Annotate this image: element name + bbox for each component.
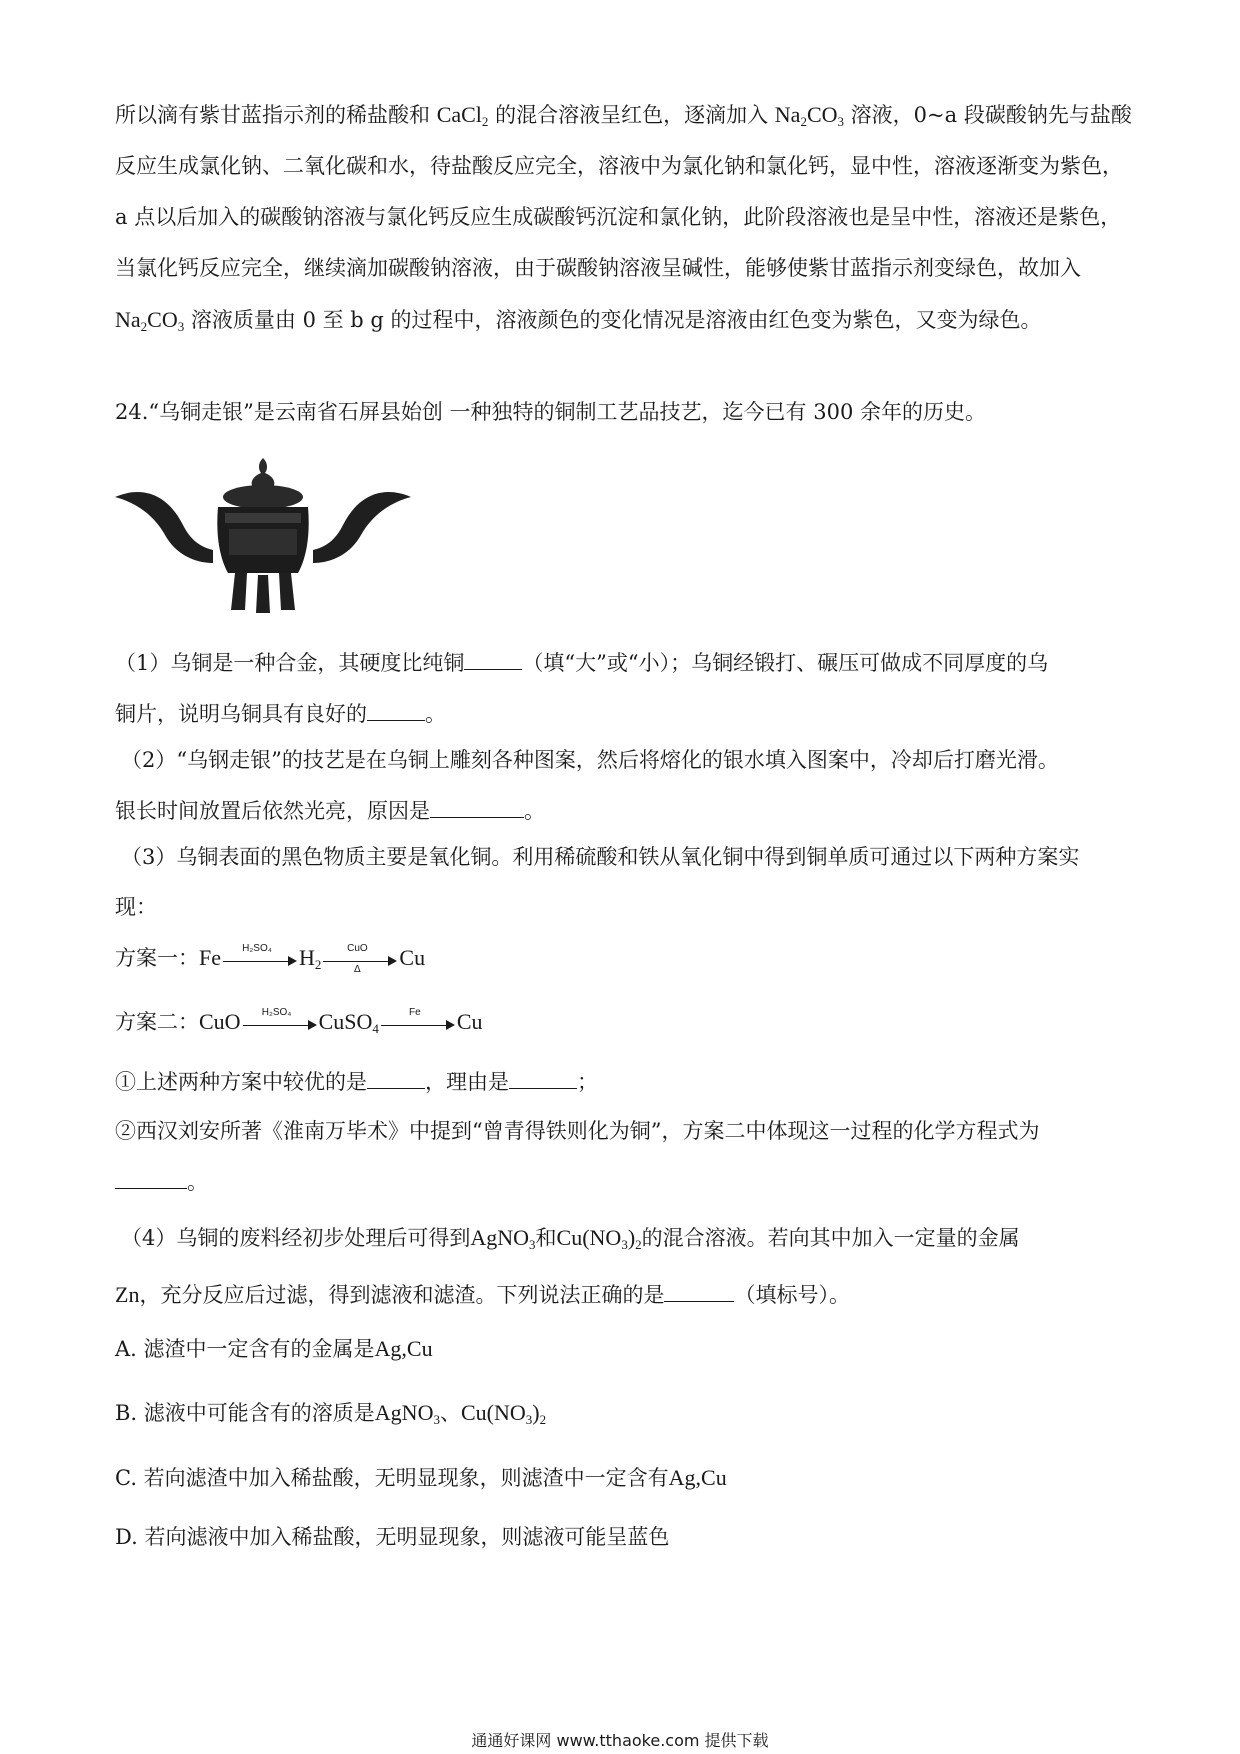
subscript: 2 bbox=[140, 319, 148, 334]
plan-one bbox=[115, 942, 426, 975]
q2-line1: （2）“乌钢走银”的技艺是在乌铜上雕刻各种图案，然后将熔化的银水填入图案中，冷却后打磨光滑。 bbox=[121, 748, 1059, 772]
text-run: （1）乌铜是一种合金，其硬度比纯铜 bbox=[115, 651, 465, 675]
q3-sub2-line1: ②西汉刘安所著《淮南万毕术》中提到“曾青得铁则化为铜”，方案二中体现这一过程的化学方程式为 bbox=[115, 1119, 1040, 1143]
arrow-condition: CuO bbox=[347, 942, 368, 954]
reaction-arrow bbox=[381, 1006, 455, 1035]
subscript: 2 bbox=[539, 1412, 547, 1427]
formula-text: Cu(NO bbox=[460, 1400, 526, 1425]
q3-line2: 现： bbox=[115, 895, 157, 919]
option-c[interactable] bbox=[115, 1462, 727, 1492]
formula-cu: Cu bbox=[399, 945, 426, 970]
text-run: ①上述两种方案中较优的是 bbox=[115, 1070, 367, 1094]
q2-line2 bbox=[115, 795, 545, 825]
formula-agno3 bbox=[375, 1400, 440, 1425]
arrow-condition: H₂SO₄ bbox=[242, 942, 272, 954]
subscript: 3 bbox=[177, 319, 185, 334]
intro-paragraph bbox=[115, 89, 1135, 346]
formula-text: ) bbox=[532, 1400, 540, 1425]
formula-fe: Fe bbox=[199, 945, 221, 970]
formula-text: H bbox=[299, 945, 315, 970]
text-run: 。 bbox=[187, 1170, 208, 1194]
text-run: 和 bbox=[535, 1226, 557, 1250]
subscript: 2 bbox=[635, 1237, 642, 1252]
text-run: （4）乌铜的废料经初步处理后可得到 bbox=[121, 1226, 471, 1250]
formula-text: Cu(NO bbox=[556, 1225, 622, 1250]
formula-text: AgNO bbox=[374, 1400, 434, 1425]
formula-na2co3 bbox=[775, 102, 844, 127]
formula-ag-cu: Ag,Cu bbox=[668, 1465, 727, 1490]
text-run: 。 bbox=[425, 702, 446, 726]
formula-text: CO bbox=[147, 307, 178, 332]
option-b[interactable] bbox=[115, 1397, 546, 1427]
formula-text: CuSO bbox=[318, 1009, 373, 1034]
plan-two bbox=[115, 1006, 483, 1036]
subscript: 2 bbox=[800, 114, 807, 129]
subscript: 3 bbox=[837, 114, 844, 129]
formula-cacl2 bbox=[437, 102, 489, 127]
formula-text: Na bbox=[115, 307, 141, 332]
text-run: 铜片，说明乌铜具有良好的 bbox=[115, 702, 367, 726]
subscript: 2 bbox=[481, 114, 489, 129]
answer-blank[interactable] bbox=[430, 799, 524, 818]
option-a[interactable] bbox=[115, 1333, 433, 1363]
q3-sub2-line2 bbox=[115, 1166, 208, 1196]
answer-blank[interactable] bbox=[509, 1070, 577, 1089]
text-run: 银长时间放置后依然光亮，原因是 bbox=[115, 799, 430, 823]
option-d[interactable]: D. 若向滤液中加入稀盐酸，无明显现象，则滤液可能呈蓝色 bbox=[115, 1525, 670, 1549]
answer-blank[interactable] bbox=[664, 1283, 734, 1302]
text-run: 溶液，0~a 段碳酸钠先与盐酸反应生成氯化钠、二氧化碳和水，待盐酸反应完全，溶液中为氯化钠和氯化钙，显中性，溶液逐渐变为紫色，a 点以后加入的碳酸钠溶液与氯化钙反应生成碳酸钙沉淀和氯化钠，此阶段溶液也是呈中性，溶液还是紫色，当氯化钙反应完全，继续滴加碳酸钠溶液，由于碳酸钠溶液呈碱性，能够使紫甘蓝指示剂变绿色，故加入 bbox=[115, 103, 1132, 280]
q3-line1: （3）乌铜表面的黑色物质主要是氧化铜。利用稀硫酸和铁从氧化铜中得到铜单质可通过以下两种方案实 bbox=[121, 845, 1080, 869]
subscript: 2 bbox=[314, 957, 322, 972]
text-run: C. 若向滤渣中加入稀盐酸，无明显现象，则滤渣中一定含有 bbox=[115, 1466, 669, 1490]
arrow-condition: Δ bbox=[354, 963, 361, 975]
text-run: ，充分反应后过滤，得到滤液和滤渣。下列说法正确的是 bbox=[139, 1283, 665, 1307]
copper-vessel-image bbox=[113, 455, 413, 620]
answer-blank[interactable] bbox=[115, 1170, 187, 1189]
arrow-condition: Fe bbox=[409, 1006, 421, 1018]
text-run: 、 bbox=[439, 1401, 461, 1425]
page-footer: 通通好课网 www.tthaoke.com 提供下载 bbox=[471, 1731, 769, 1750]
formula-cu: Cu bbox=[456, 1009, 483, 1034]
formula-agno3 bbox=[470, 1225, 535, 1250]
arrow-condition: H₂SO₄ bbox=[261, 1006, 292, 1018]
text-run: 溶液质量由 0 至 b g 的过程中，溶液颜色的变化情况是溶液由红色变为紫色，又变为绿色。 bbox=[184, 308, 1042, 332]
text-run: ，理由是 bbox=[425, 1070, 509, 1094]
formula-text: Na bbox=[774, 102, 801, 127]
q1-line2 bbox=[115, 698, 446, 728]
text-run: 的混合溶液呈红色，逐滴加入 bbox=[488, 103, 775, 127]
text-run: A. 滤渣中一定含有的金属是 bbox=[115, 1337, 375, 1361]
formula-cuno32 bbox=[461, 1400, 546, 1425]
text-run: （填“大”或“小）；乌铜经锻打、碾压可做成不同厚度的乌 bbox=[522, 651, 1049, 675]
text-run: （填标号）。 bbox=[734, 1283, 850, 1307]
text-run: 所以滴有紫甘蓝指示剂的稀盐酸和 bbox=[115, 103, 437, 127]
reaction-arrow bbox=[243, 1006, 317, 1035]
subscript: 3 bbox=[529, 1237, 536, 1252]
text-run: 的混合溶液。若向其中加入一定量的金属 bbox=[641, 1226, 1020, 1250]
formula-cuno32 bbox=[557, 1225, 642, 1250]
reaction-arrow bbox=[323, 942, 397, 975]
plan-label: 方案一： bbox=[115, 946, 199, 970]
text-run: B. 滤液中可能含有的溶质是 bbox=[115, 1401, 375, 1425]
formula-text: AgNO bbox=[470, 1225, 530, 1250]
reaction-arrow bbox=[223, 942, 297, 971]
formula-cuo: CuO bbox=[199, 1009, 241, 1034]
formula-text: CaCl bbox=[436, 102, 482, 127]
answer-blank[interactable] bbox=[367, 702, 425, 721]
formula-text: CO bbox=[806, 102, 838, 127]
formula-zn: Zn bbox=[115, 1282, 140, 1307]
q3-sub1 bbox=[115, 1066, 598, 1096]
subscript: 3 bbox=[621, 1237, 628, 1252]
formula-h2 bbox=[299, 945, 321, 970]
subscript: 4 bbox=[372, 1021, 379, 1036]
formula-ag-cu: Ag,Cu bbox=[374, 1336, 433, 1361]
q1-line1 bbox=[115, 647, 1048, 677]
q4-line1 bbox=[121, 1222, 1020, 1252]
text-run: ； bbox=[577, 1070, 598, 1094]
subscript: 3 bbox=[433, 1412, 440, 1427]
plan-label: 方案二： bbox=[115, 1010, 199, 1034]
subscript: 3 bbox=[525, 1412, 533, 1427]
text-run: 。 bbox=[524, 799, 545, 823]
formula-text: ) bbox=[627, 1225, 636, 1250]
answer-blank[interactable] bbox=[464, 651, 522, 670]
q4-line2 bbox=[115, 1279, 850, 1309]
question-stem: 24.“乌铜走银”是云南省石屏县始创 一种独特的铜制工艺品技艺，迄今已有 300 余年的历史。 bbox=[115, 400, 986, 424]
formula-na2co3 bbox=[115, 307, 184, 332]
formula-cuso4 bbox=[319, 1009, 379, 1034]
answer-blank[interactable] bbox=[367, 1070, 425, 1089]
